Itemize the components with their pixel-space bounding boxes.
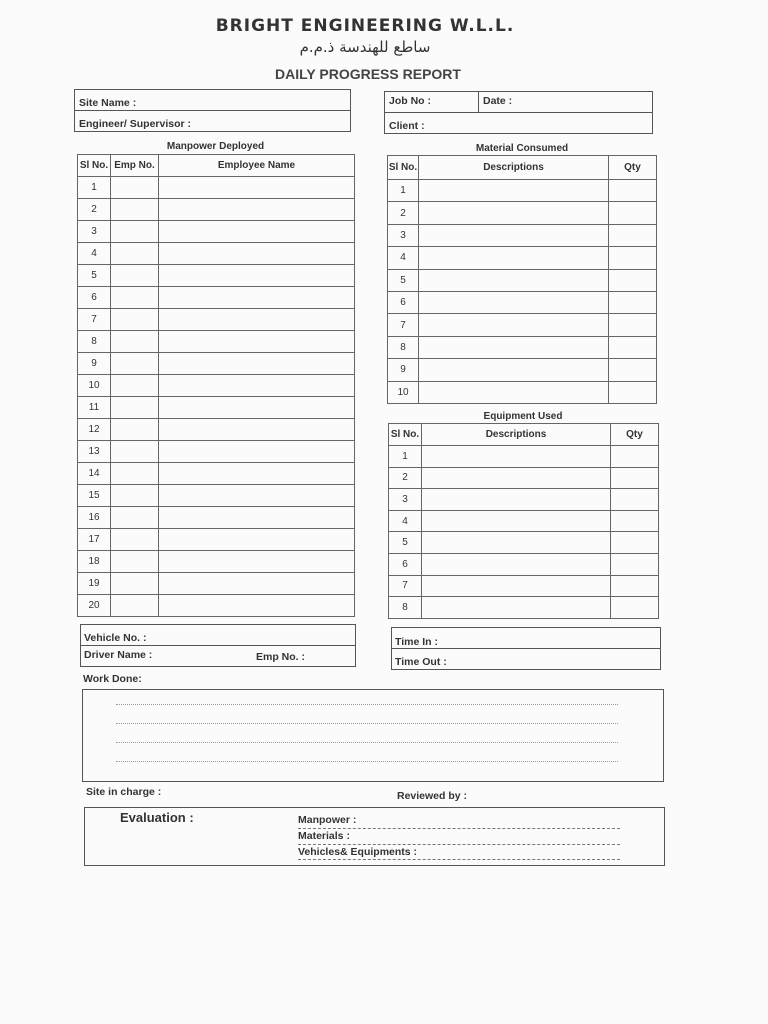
manpower-cell[interactable] (111, 309, 159, 331)
manpower-cell[interactable] (111, 177, 159, 199)
manpower-eval-label: Manpower : (298, 814, 357, 826)
manpower-title: Manpower Deployed (166, 141, 265, 152)
manpower-row (78, 507, 355, 529)
manpower-row-number: 2 (78, 199, 111, 221)
manpower-row-number: 8 (78, 331, 111, 353)
manpower-row (78, 573, 355, 595)
vehicles-eval-label: Vehicles& Equipments : (298, 846, 418, 858)
material-cell[interactable] (419, 359, 609, 381)
manpower-cell[interactable] (159, 265, 355, 287)
manpower-cell[interactable] (111, 243, 159, 265)
manpower-header-slno: Sl No. (78, 155, 111, 177)
work-line-3 (116, 742, 618, 743)
material-row (388, 202, 657, 224)
job-no-label: Job No : (389, 95, 431, 107)
equipment-cell[interactable] (611, 532, 659, 554)
manpower-cell[interactable] (159, 573, 355, 595)
material-table (387, 155, 657, 404)
material-cell[interactable] (419, 202, 609, 224)
materials-eval-label: Materials : (298, 830, 350, 842)
equipment-cell[interactable] (422, 597, 611, 619)
equipment-table (388, 423, 659, 619)
equipment-row-number: 6 (389, 553, 422, 575)
manpower-cell[interactable] (159, 463, 355, 485)
manpower-row (78, 529, 355, 551)
manpower-cell[interactable] (111, 441, 159, 463)
manpower-row (78, 353, 355, 375)
site-info-box (74, 89, 351, 132)
equipment-cell[interactable] (422, 489, 611, 511)
manpower-cell[interactable] (159, 287, 355, 309)
work-line-4 (116, 761, 618, 762)
equipment-row-number: 1 (389, 446, 422, 468)
material-cell[interactable] (609, 202, 657, 224)
manpower-row-number: 14 (78, 463, 111, 485)
material-row (388, 291, 657, 313)
material-row (388, 336, 657, 358)
material-cell[interactable] (609, 359, 657, 381)
manpower-cell[interactable] (159, 595, 355, 617)
manpower-row (78, 485, 355, 507)
manpower-row-number: 1 (78, 177, 111, 199)
manpower-row-number: 17 (78, 529, 111, 551)
manpower-row (78, 419, 355, 441)
manpower-row (78, 221, 355, 243)
material-row-number: 4 (388, 247, 419, 269)
manpower-cell[interactable] (111, 573, 159, 595)
material-cell[interactable] (419, 314, 609, 336)
material-row (388, 247, 657, 269)
manpower-row-number: 5 (78, 265, 111, 287)
material-row (388, 381, 657, 403)
manpower-eval-line (298, 828, 620, 829)
material-cell[interactable] (609, 291, 657, 313)
reviewed-by-label: Reviewed by : (397, 790, 468, 802)
manpower-cell[interactable] (111, 265, 159, 287)
manpower-cell[interactable] (111, 419, 159, 441)
manpower-table (77, 154, 355, 617)
equipment-cell[interactable] (611, 446, 659, 468)
material-row (388, 180, 657, 202)
material-cell[interactable] (419, 247, 609, 269)
equipment-row (389, 489, 659, 511)
manpower-row (78, 595, 355, 617)
date-label: Date : (483, 95, 513, 107)
vehicle-box (80, 624, 356, 667)
vehicles-eval-line (298, 859, 620, 860)
equipment-cell[interactable] (422, 510, 611, 532)
manpower-cell[interactable] (111, 375, 159, 397)
material-cell[interactable] (609, 381, 657, 403)
manpower-row (78, 265, 355, 287)
material-cell[interactable] (609, 247, 657, 269)
manpower-row-number: 18 (78, 551, 111, 573)
job-info-box (384, 91, 653, 134)
manpower-cell[interactable] (111, 595, 159, 617)
material-row (388, 314, 657, 336)
manpower-header-empno: Emp No. (111, 155, 159, 177)
equipment-row-number: 2 (389, 467, 422, 489)
manpower-row (78, 375, 355, 397)
material-row-number: 2 (388, 202, 419, 224)
manpower-cell[interactable] (111, 221, 159, 243)
manpower-row-number: 13 (78, 441, 111, 463)
manpower-cell[interactable] (159, 353, 355, 375)
manpower-row-number: 20 (78, 595, 111, 617)
manpower-cell[interactable] (159, 529, 355, 551)
company-name-arabic: ساطع للهندسة ذ.م.م (299, 38, 431, 56)
equipment-cell[interactable] (422, 553, 611, 575)
manpower-cell[interactable] (159, 331, 355, 353)
manpower-row-number: 15 (78, 485, 111, 507)
company-name: BRIGHT ENGINEERING W.L.L. (215, 16, 515, 36)
manpower-row-number: 7 (78, 309, 111, 331)
manpower-row (78, 309, 355, 331)
materials-eval-line (298, 844, 620, 845)
material-row-number: 8 (388, 336, 419, 358)
time-out-label: Time Out : (395, 656, 447, 668)
work-line-2 (116, 723, 618, 724)
manpower-header-name: Employee Name (159, 155, 355, 177)
manpower-cell[interactable] (159, 419, 355, 441)
manpower-cell[interactable] (159, 177, 355, 199)
manpower-row-number: 10 (78, 375, 111, 397)
material-cell[interactable] (419, 180, 609, 202)
equipment-cell[interactable] (611, 597, 659, 619)
manpower-cell[interactable] (111, 507, 159, 529)
client-label: Client : (389, 120, 425, 132)
manpower-cell[interactable] (111, 353, 159, 375)
material-header-slno: Sl No. (388, 156, 419, 180)
time-in-label: Time In : (395, 636, 438, 648)
material-row-number: 9 (388, 359, 419, 381)
equipment-cell[interactable] (422, 575, 611, 597)
equipment-row-number: 7 (389, 575, 422, 597)
site-name-label: Site Name : (79, 97, 137, 109)
equipment-row-number: 3 (389, 489, 422, 511)
manpower-cell[interactable] (159, 309, 355, 331)
equipment-cell[interactable] (611, 575, 659, 597)
equipment-row (389, 553, 659, 575)
driver-name-label: Driver Name : (84, 649, 153, 661)
manpower-cell[interactable] (159, 441, 355, 463)
manpower-row-number: 6 (78, 287, 111, 309)
manpower-row (78, 287, 355, 309)
work-done-label: Work Done: (83, 673, 142, 685)
material-row-number: 10 (388, 381, 419, 403)
equipment-row (389, 510, 659, 532)
equipment-cell[interactable] (611, 489, 659, 511)
manpower-row (78, 397, 355, 419)
equipment-header-qty: Qty (611, 424, 659, 446)
equipment-row-number: 5 (389, 532, 422, 554)
manpower-cell[interactable] (111, 397, 159, 419)
material-cell[interactable] (609, 224, 657, 246)
job-date-divider (478, 92, 479, 113)
evaluation-label: Evaluation : (120, 810, 194, 825)
manpower-cell[interactable] (159, 221, 355, 243)
equipment-cell[interactable] (611, 553, 659, 575)
manpower-cell[interactable] (111, 551, 159, 573)
manpower-cell[interactable] (159, 507, 355, 529)
manpower-row (78, 441, 355, 463)
material-header-qty: Qty (609, 156, 657, 180)
material-row-number: 7 (388, 314, 419, 336)
equipment-cell[interactable] (422, 532, 611, 554)
material-cell[interactable] (609, 336, 657, 358)
material-cell[interactable] (609, 314, 657, 336)
manpower-cell[interactable] (159, 485, 355, 507)
equipment-header-desc: Descriptions (422, 424, 611, 446)
manpower-row-number: 9 (78, 353, 111, 375)
manpower-cell[interactable] (111, 199, 159, 221)
emp-no-label: Emp No. : (256, 651, 305, 663)
manpower-row (78, 177, 355, 199)
engineer-supervisor-label: Engineer/ Supervisor : (79, 118, 192, 130)
manpower-cell[interactable] (111, 287, 159, 309)
time-box (391, 627, 661, 670)
manpower-row-number: 12 (78, 419, 111, 441)
material-cell[interactable] (609, 180, 657, 202)
material-row (388, 359, 657, 381)
material-header-desc: Descriptions (419, 156, 609, 180)
manpower-row (78, 463, 355, 485)
equipment-cell[interactable] (611, 510, 659, 532)
equipment-header-slno: Sl No. (389, 424, 422, 446)
material-title: Material Consumed (475, 143, 569, 154)
manpower-row (78, 551, 355, 573)
manpower-cell[interactable] (111, 529, 159, 551)
manpower-row-number: 3 (78, 221, 111, 243)
manpower-cell[interactable] (159, 375, 355, 397)
equipment-row (389, 532, 659, 554)
equipment-title: Equipment Used (483, 411, 563, 422)
equipment-row-number: 8 (389, 597, 422, 619)
manpower-cell[interactable] (159, 551, 355, 573)
manpower-row (78, 331, 355, 353)
manpower-cell[interactable] (111, 485, 159, 507)
site-in-charge-label: Site in charge : (86, 786, 162, 798)
manpower-cell[interactable] (111, 463, 159, 485)
material-cell[interactable] (419, 269, 609, 291)
material-row (388, 269, 657, 291)
material-row (388, 224, 657, 246)
manpower-row (78, 243, 355, 265)
material-row-number: 5 (388, 269, 419, 291)
material-cell[interactable] (419, 381, 609, 403)
equipment-row (389, 597, 659, 619)
material-cell[interactable] (419, 336, 609, 358)
equipment-row (389, 446, 659, 468)
manpower-cell[interactable] (159, 243, 355, 265)
evaluation-box (84, 807, 665, 866)
manpower-row (78, 199, 355, 221)
equipment-cell[interactable] (611, 467, 659, 489)
equipment-row (389, 467, 659, 489)
manpower-row-number: 4 (78, 243, 111, 265)
equipment-row-number: 4 (389, 510, 422, 532)
equipment-cell[interactable] (422, 467, 611, 489)
material-cell[interactable] (609, 269, 657, 291)
manpower-cell[interactable] (159, 397, 355, 419)
report-title: DAILY PROGRESS REPORT (275, 66, 461, 82)
material-row-number: 3 (388, 224, 419, 246)
work-line-1 (116, 704, 618, 705)
material-row-number: 6 (388, 291, 419, 313)
material-cell[interactable] (419, 291, 609, 313)
manpower-row-number: 19 (78, 573, 111, 595)
vehicle-no-label: Vehicle No. : (84, 632, 147, 644)
equipment-row (389, 575, 659, 597)
work-done-box (82, 689, 664, 782)
manpower-cell[interactable] (159, 199, 355, 221)
manpower-row-number: 16 (78, 507, 111, 529)
material-row-number: 1 (388, 180, 419, 202)
material-cell[interactable] (419, 224, 609, 246)
manpower-cell[interactable] (111, 331, 159, 353)
manpower-row-number: 11 (78, 397, 111, 419)
equipment-cell[interactable] (422, 446, 611, 468)
